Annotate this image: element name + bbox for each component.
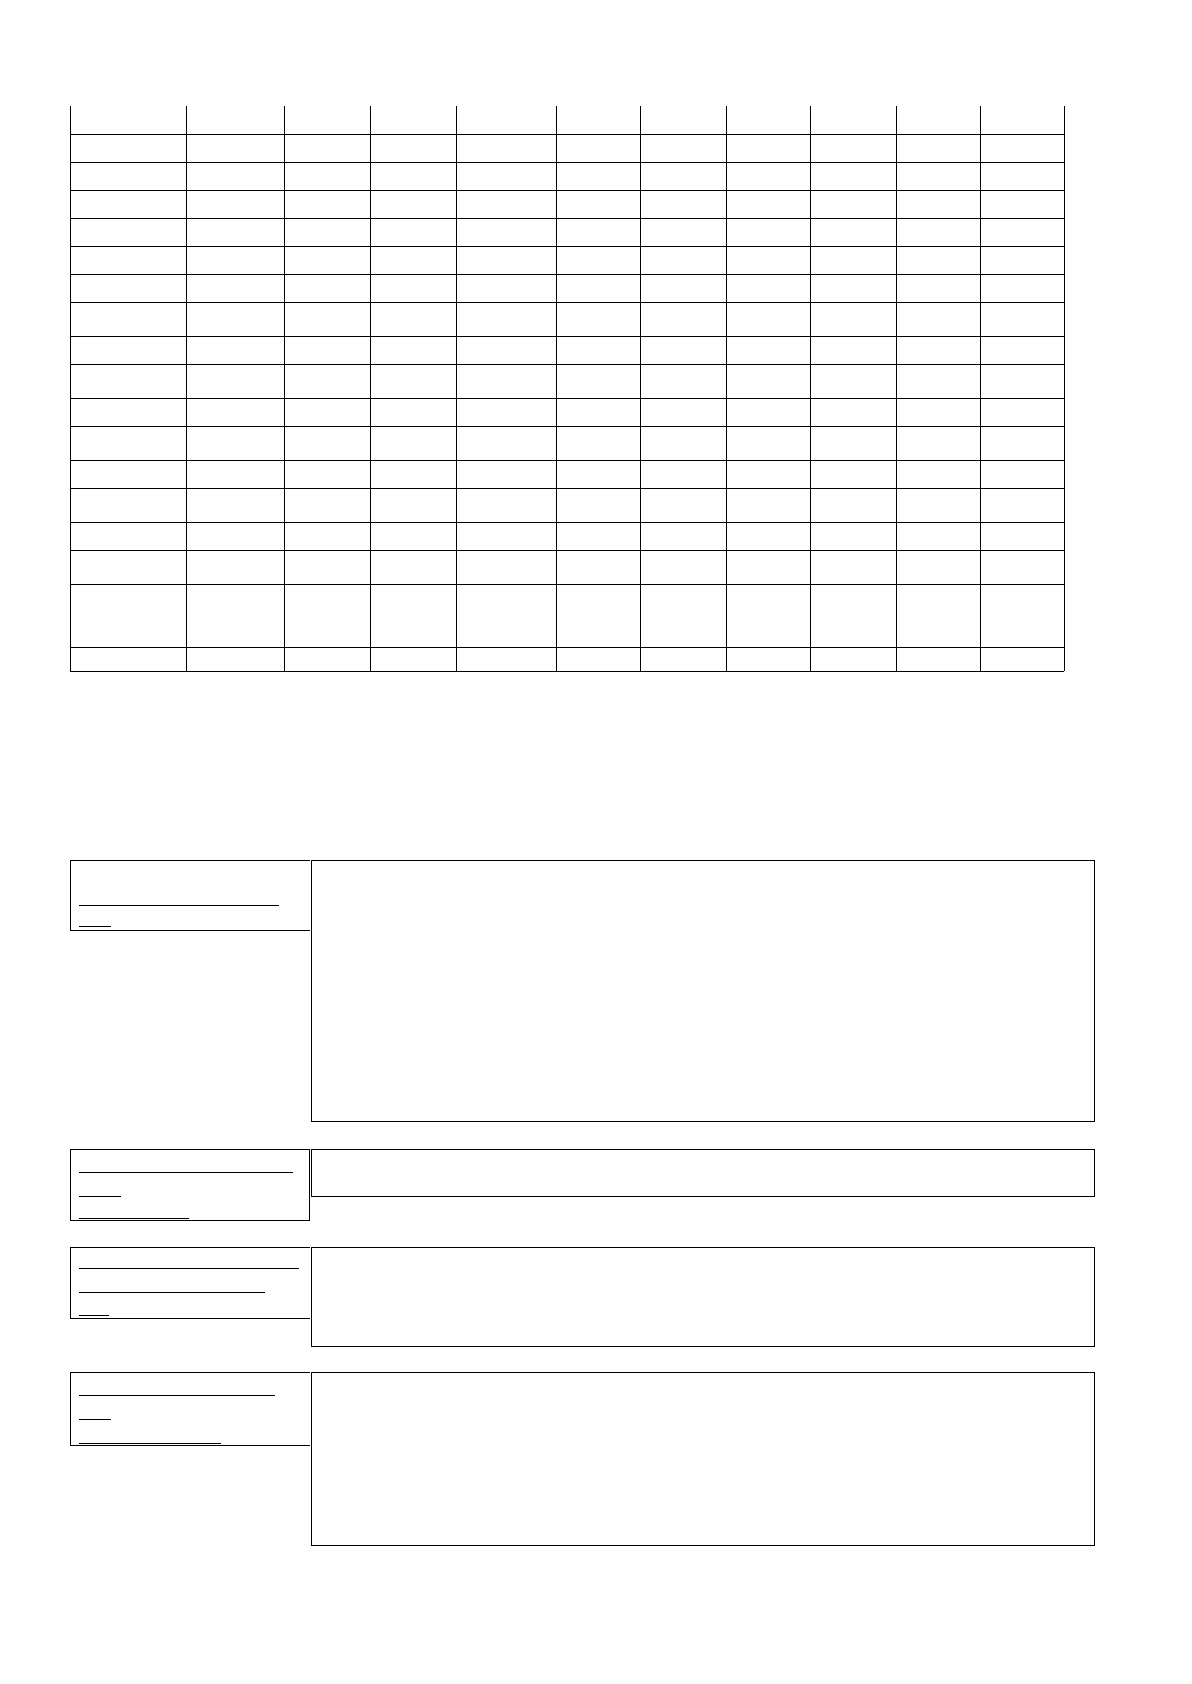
label-underline — [79, 1292, 265, 1293]
table-row-line — [70, 426, 1064, 427]
label-underline — [79, 1268, 299, 1269]
field-label-box — [70, 1372, 310, 1446]
table-column-line — [980, 106, 981, 671]
table-column-line — [556, 106, 557, 671]
table-row-line — [70, 522, 1064, 523]
table-row-line — [70, 647, 1064, 648]
table-column-line — [284, 106, 285, 671]
table-column-line — [370, 106, 371, 671]
table-column-line — [896, 106, 897, 671]
label-underline — [79, 1172, 293, 1173]
table-row-line — [70, 671, 1064, 672]
label-underline — [79, 926, 111, 927]
label-underline — [79, 1196, 121, 1197]
table-row-line — [70, 190, 1064, 191]
table-row-line — [70, 246, 1064, 247]
label-underline — [79, 1218, 189, 1219]
label-underline — [79, 1395, 275, 1396]
table-row-line — [70, 302, 1064, 303]
form-section-1 — [70, 860, 1095, 1122]
table-row-line — [70, 162, 1064, 163]
field-label-box — [70, 1247, 310, 1319]
table-row-line — [70, 550, 1064, 551]
table-row-line — [70, 364, 1064, 365]
label-underline — [79, 905, 279, 906]
table-column-line — [640, 106, 641, 671]
text-field[interactable] — [311, 1149, 1095, 1197]
table-row-line — [70, 134, 1064, 135]
table-column-line — [186, 106, 187, 671]
table-column-line — [726, 106, 727, 671]
label-underline — [79, 1443, 221, 1444]
table-column-line — [456, 106, 457, 671]
table-row-line — [70, 274, 1064, 275]
field-label-box — [70, 1149, 310, 1221]
data-table — [70, 106, 1064, 671]
label-underline — [79, 1315, 109, 1316]
form-section-4 — [70, 1372, 1095, 1546]
text-field[interactable] — [311, 1372, 1095, 1546]
field-label-box — [70, 860, 310, 931]
form-section-3 — [70, 1247, 1095, 1347]
table-column-line — [70, 106, 71, 671]
table-row-line — [70, 460, 1064, 461]
table-row-line — [70, 218, 1064, 219]
form-section-2 — [70, 1149, 1095, 1221]
table-row-line — [70, 398, 1064, 399]
table-row-line — [70, 488, 1064, 489]
table-column-line — [1064, 106, 1065, 671]
table-row-line — [70, 336, 1064, 337]
table-column-line — [810, 106, 811, 671]
table-row-line — [70, 584, 1064, 585]
text-field[interactable] — [311, 860, 1095, 1122]
label-underline — [79, 1419, 111, 1420]
text-field[interactable] — [311, 1247, 1095, 1347]
